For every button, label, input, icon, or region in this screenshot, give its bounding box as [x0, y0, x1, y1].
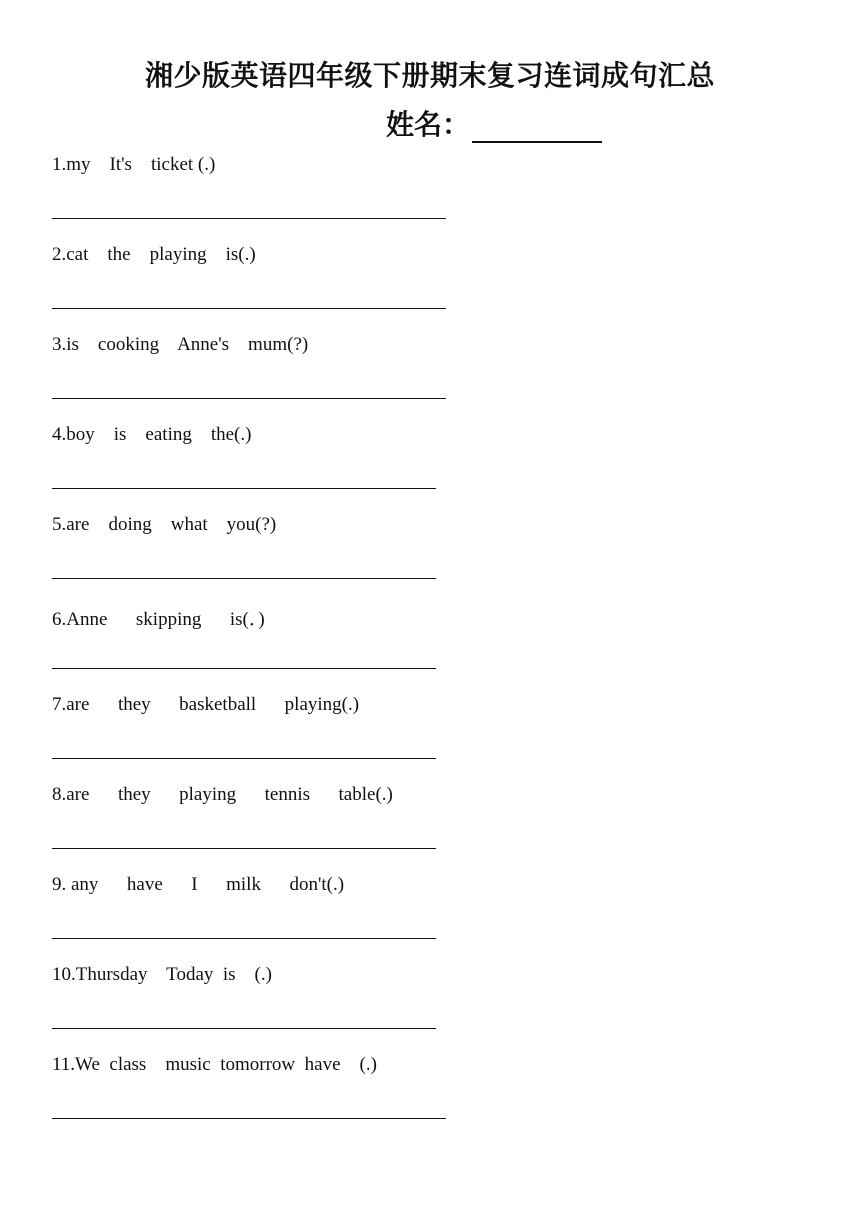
- question-1: 1.my It's ticket (.): [52, 154, 216, 175]
- answer-line-3[interactable]: [52, 398, 446, 399]
- answer-line-1[interactable]: [52, 218, 446, 219]
- question-9: 9. any have I milk don't(.): [52, 874, 345, 895]
- question-5: 5.are doing what you(?): [52, 514, 277, 535]
- page-title: 湘少版英语四年级下册期末复习连词成句汇总: [144, 59, 715, 92]
- question-6: 6.Anne skipping is(．): [52, 609, 265, 630]
- answer-line-10[interactable]: [52, 1028, 436, 1029]
- question-3: 3.is cooking Anne's mum(?): [52, 334, 309, 355]
- name-blank-line[interactable]: [472, 111, 602, 143]
- answer-line-2[interactable]: [52, 308, 446, 309]
- question-10: 10.Thursday Today is (.): [52, 964, 272, 985]
- question-8: 8.are they playing tennis table(.): [52, 784, 393, 805]
- question-4: 4.boy is eating the(.): [52, 424, 252, 445]
- question-11: 11.We class music tomorrow have (.): [52, 1054, 377, 1075]
- question-2: 2.cat the playing is(.): [52, 244, 256, 265]
- answer-line-4[interactable]: [52, 488, 436, 489]
- answer-line-6[interactable]: [52, 668, 436, 669]
- answer-line-8[interactable]: [52, 848, 436, 849]
- name-field: [386, 103, 602, 143]
- answer-line-11[interactable]: [52, 1118, 446, 1119]
- answer-line-7[interactable]: [52, 758, 436, 759]
- answer-line-9[interactable]: [52, 938, 436, 939]
- answer-line-5[interactable]: [52, 578, 436, 579]
- name-label: 姓名：: [386, 108, 471, 141]
- question-7: 7.are they basketball playing(.): [52, 694, 360, 715]
